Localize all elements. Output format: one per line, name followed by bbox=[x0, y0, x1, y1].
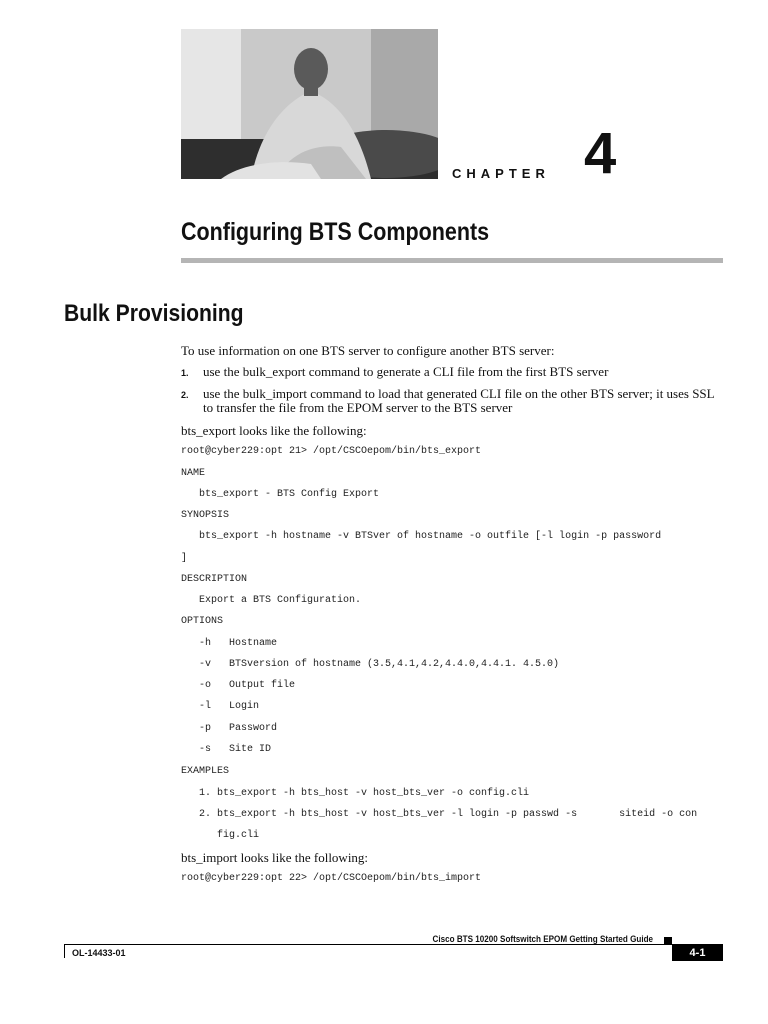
code-line: 1. bts_export -h bts_host -v host_bts_ver -o config.cli bbox=[181, 788, 530, 799]
code-line: -s Site ID bbox=[181, 744, 272, 755]
code-line: -h Hostname bbox=[181, 638, 278, 649]
page-number: 4-1 bbox=[672, 945, 723, 961]
list-item-text: use the bulk_export command to generate a CLI file from the first BTS server bbox=[203, 364, 609, 379]
list-item-text: use the bulk_import command to load that generated CLI file on the other BTS server; it uses SSL to transfer the file from the EPOM server to the BTS server bbox=[203, 386, 715, 415]
code-line: -v BTSversion of hostname (3.5,4.1,4.2,4.4.0,4.4.1. 4.5.0) bbox=[181, 659, 560, 670]
code-line: EXAMPLES bbox=[181, 766, 230, 777]
code-line: root@cyber229:opt 21> /opt/CSCOepom/bin/bts_export bbox=[181, 446, 482, 457]
code-line: NAME bbox=[181, 468, 206, 479]
code-line: DESCRIPTION bbox=[181, 574, 248, 585]
import-intro: bts_import looks like the following: bbox=[181, 850, 369, 865]
code-line: -l Login bbox=[181, 701, 260, 712]
chapter-number: 4 bbox=[584, 121, 617, 186]
code-line: -o Output file bbox=[181, 680, 296, 691]
code-line: bts_export - BTS Config Export bbox=[181, 489, 380, 500]
chapter-label: CHAPTER bbox=[452, 166, 550, 181]
list-item-number: 2. bbox=[181, 390, 189, 400]
code-line: -p Password bbox=[181, 723, 278, 734]
code-line: bts_export -h hostname -v BTSver of hostname -o outfile [-l login -p password bbox=[181, 531, 662, 542]
chapter-title: Configuring BTS Components bbox=[181, 218, 490, 246]
footer-doc-number: OL-14433-01 bbox=[72, 948, 126, 958]
footer-rule bbox=[64, 944, 723, 945]
code-line: root@cyber229:opt 22> /opt/CSCOepom/bin/bts_import bbox=[181, 873, 482, 884]
intro-paragraph: To use information on one BTS server to configure another BTS server: bbox=[181, 343, 555, 358]
code-line: Export a BTS Configuration. bbox=[181, 595, 362, 606]
list-item-number: 1. bbox=[181, 368, 189, 378]
footer-tick bbox=[64, 944, 65, 958]
code-line: 2. bts_export -h bts_host -v host_bts_ver -l login -p passwd -s siteid -o con bbox=[181, 809, 698, 820]
chapter-photo bbox=[181, 29, 438, 179]
footer-guide-title: Cisco BTS 10200 Softswitch EPOM Getting Started Guide bbox=[432, 934, 653, 944]
photo-illustration bbox=[181, 29, 438, 179]
section-title: Bulk Provisioning bbox=[64, 300, 244, 327]
code-line: SYNOPSIS bbox=[181, 510, 230, 521]
code-line: OPTIONS bbox=[181, 616, 224, 627]
title-rule bbox=[181, 258, 723, 263]
code-line: ] bbox=[181, 553, 188, 564]
export-intro: bts_export looks like the following: bbox=[181, 423, 367, 438]
code-line: fig.cli bbox=[181, 830, 260, 841]
